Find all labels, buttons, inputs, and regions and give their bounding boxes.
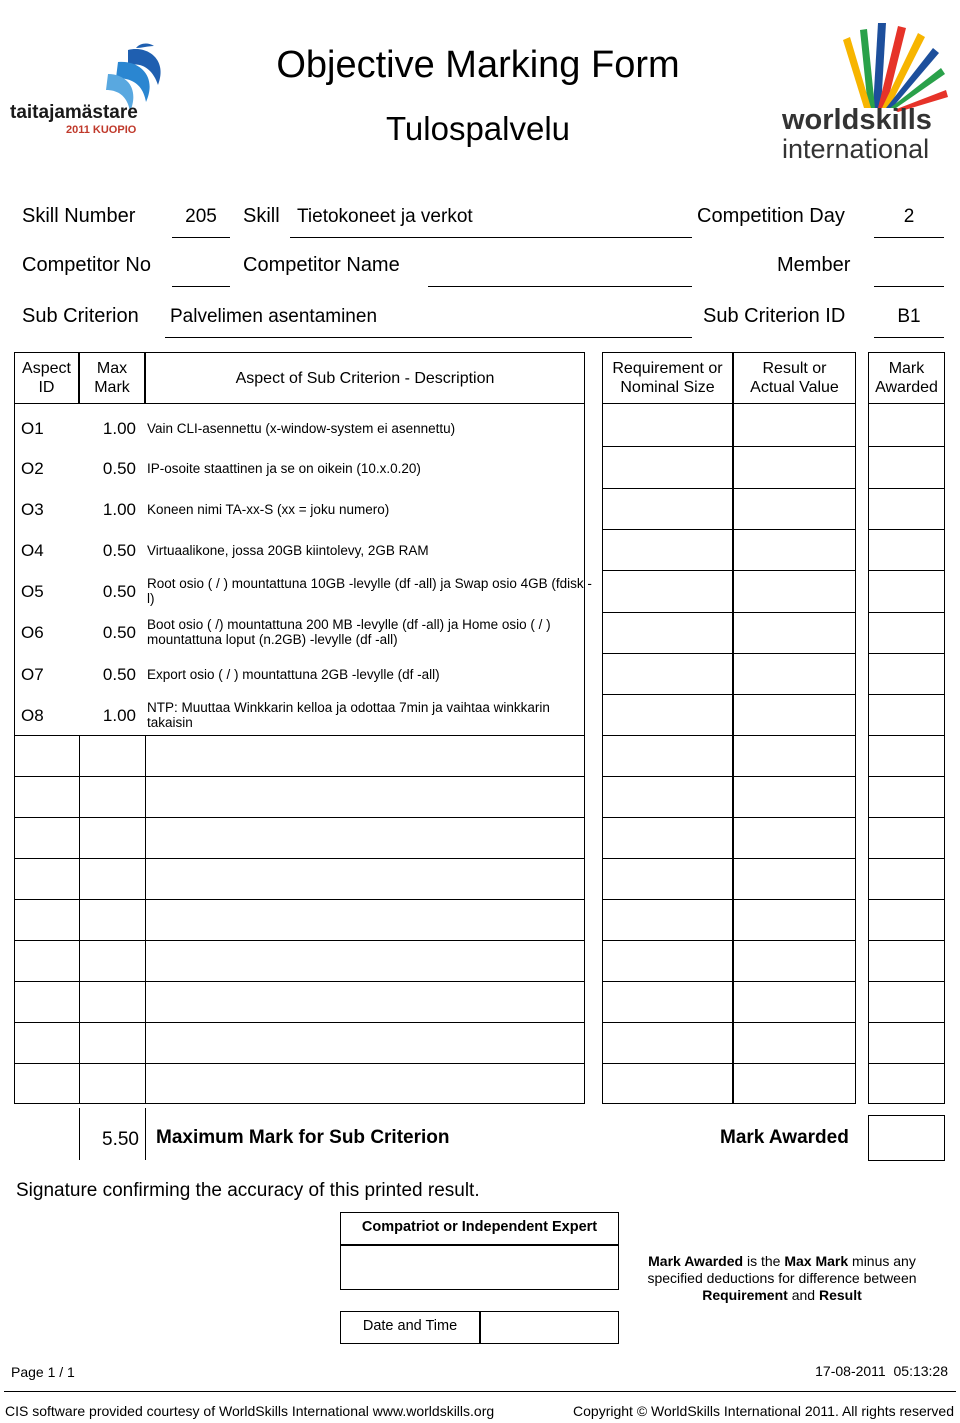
empty-col-2 (145, 735, 146, 1104)
awarded-row-line (868, 858, 945, 859)
header-max-mark-l1: Max (96, 360, 128, 377)
skill-number-line (172, 237, 230, 238)
value-row-line (602, 940, 856, 941)
row-aspect-id: O6 (21, 623, 44, 642)
row-max-mark: 1.00 (102, 500, 136, 519)
header-aspect-id-text (14, 352, 79, 404)
header-result-l2: Actual Value (750, 379, 839, 396)
header-max-mark-l2: Mark (94, 379, 130, 396)
empty-row-line (14, 899, 585, 900)
awarded-row-line (868, 1022, 945, 1023)
row-aspect-id: O1 (21, 419, 44, 438)
value-row-line (602, 858, 856, 859)
note-t2: minus any (848, 1253, 916, 1269)
awarded-row-line (868, 776, 945, 777)
row-description: Vain CLI-asennettu (x-window-system ei asennettu) (147, 421, 456, 436)
skill-label: Skill (243, 205, 280, 227)
value-row-line (602, 488, 856, 489)
row-description: Root osio ( / ) mountattuna 10GB -levylle (df -all) ja Swap osio 4GB (fdisk -l) (147, 576, 592, 606)
value-row-line (602, 1022, 856, 1023)
sub-criterion-line (165, 337, 692, 338)
empty-col-1 (79, 735, 80, 1104)
value-row-line (602, 529, 856, 530)
skill-number-label: Skill Number (22, 205, 136, 227)
competitor-no-line (172, 286, 230, 287)
row-max-mark: 0.50 (102, 541, 136, 560)
value-row-line (602, 899, 856, 900)
total-label: Maximum Mark for Sub Criterion (156, 1127, 450, 1148)
taitaja-wordmark: taitajamästare (10, 102, 138, 123)
worldskills-line1: worldskills (782, 104, 932, 136)
skill-line (290, 237, 692, 238)
competitor-no-label: Competitor No (22, 254, 151, 276)
scoring-note (636, 1253, 928, 1304)
total-awarded-box[interactable] (868, 1115, 945, 1161)
result-column[interactable] (733, 404, 856, 1104)
note-b3: Requirement (702, 1287, 788, 1303)
empty-row-line (14, 981, 585, 982)
empty-row-line (14, 735, 585, 736)
requirement-column[interactable] (602, 404, 733, 1104)
awarded-row-line (868, 817, 945, 818)
note-t1: is the (743, 1253, 785, 1269)
total-awarded-label: Mark Awarded (720, 1127, 849, 1148)
row-description: Boot osio ( /) mountattuna 200 MB -levylle (df -all) ja Home osio ( / ) mountattuna loput (n.2GB) -levylle (df -all) (147, 617, 551, 647)
total-left-tick (79, 1108, 80, 1160)
awarded-row-line (868, 446, 945, 447)
row-description: Export osio ( / ) mountattuna 2GB -levylle (df -all) (147, 667, 440, 682)
awarded-row-line (868, 570, 945, 571)
header-description-text: Aspect of Sub Criterion - Description (235, 369, 495, 387)
awarded-row-line (868, 529, 945, 530)
competition-day-label: Competition Day (697, 205, 845, 227)
row-max-mark: 1.00 (102, 419, 136, 438)
page-subtitle: Tulospalvelu (385, 110, 571, 147)
row-description: IP-osoite staattinen ja se on oikein (10.x.0.20) (147, 461, 421, 476)
note-b2: Max Mark (784, 1253, 849, 1269)
header-aspect-id-l1: Aspect (22, 360, 71, 377)
empty-row-line (14, 1022, 585, 1023)
signature-heading: Signature confirming the accuracy of this printed result. (16, 1180, 480, 1201)
value-row-line (602, 570, 856, 571)
sub-criterion-id-label: Sub Criterion ID (703, 305, 846, 327)
row-max-mark: 0.50 (102, 665, 136, 684)
sub-criterion-label: Sub Criterion (22, 305, 139, 327)
value-row-line (602, 446, 856, 447)
value-row-line (602, 735, 856, 736)
footer-rule (4, 1391, 956, 1392)
competition-day-line (874, 237, 944, 238)
row-description: Koneen nimi TA-xx-S (xx = joku numero) (147, 502, 390, 517)
awarded-column[interactable] (868, 404, 945, 1104)
header-requirement-l2: Nominal Size (620, 379, 715, 396)
value-row-line (602, 653, 856, 654)
awarded-row-line (868, 1063, 945, 1064)
sub-criterion-value: Palvelimen asentaminen (170, 306, 378, 327)
value-row-line (602, 776, 856, 777)
row-max-mark: 0.50 (102, 623, 136, 642)
date-value-box[interactable] (480, 1311, 619, 1344)
print-timestamp: 17-08-2011 05:13:28 (815, 1363, 948, 1379)
row-aspect-id: O2 (21, 459, 44, 478)
note-b1: Mark Awarded (648, 1253, 744, 1269)
header-awarded-l2: Awarded (875, 379, 938, 396)
empty-row-line (14, 858, 585, 859)
awarded-row-line (868, 899, 945, 900)
footer-courtesy: CIS software provided courtesy of WorldSkills International www.worldskills.org (5, 1403, 495, 1419)
row-aspect-id: O8 (21, 706, 44, 725)
row-aspect-id: O7 (21, 665, 44, 684)
header-requirement-text (602, 352, 733, 404)
header-max-mark-text (79, 352, 145, 404)
header-requirement-l1: Requirement or (612, 360, 723, 377)
awarded-row-line (868, 694, 945, 695)
awarded-row-line (868, 981, 945, 982)
expert-label: Compatriot or Independent Expert (361, 1219, 598, 1235)
value-row-line (602, 817, 856, 818)
empty-row-line (14, 776, 585, 777)
total-mid-tick (145, 1108, 146, 1160)
taitaja-sub: 2011 KUOPIO (66, 124, 137, 136)
worldskills-line2: international (782, 134, 930, 164)
empty-row-line (14, 1063, 585, 1064)
header-result-l1: Result or (762, 360, 827, 377)
header-result-text (733, 352, 856, 404)
row-max-mark: 1.00 (102, 706, 136, 725)
note-b4: Result (818, 1287, 862, 1303)
header-aspect-id-l2: ID (38, 379, 55, 396)
value-row-line (602, 981, 856, 982)
awarded-row-line (868, 940, 945, 941)
row-aspect-id: O3 (21, 500, 44, 519)
awarded-row-line (868, 653, 945, 654)
member-label: Member (777, 254, 851, 276)
row-aspect-id: O5 (21, 582, 44, 601)
awarded-row-line (868, 735, 945, 736)
footer-copyright: Copyright © WorldSkills International 2011. All rights reserved (573, 1403, 954, 1419)
skill-value: Tietokoneet ja verkot (297, 206, 473, 227)
note-t3: and (787, 1287, 819, 1303)
competition-day-value: 2 (903, 206, 915, 227)
value-row-line (602, 694, 856, 695)
row-aspect-id: O4 (21, 541, 44, 560)
page-number: Page 1 / 1 (11, 1364, 75, 1380)
empty-row-line (14, 940, 585, 941)
competitor-name-line (428, 286, 692, 287)
date-label: Date and Time (362, 1318, 458, 1334)
note-line2: specified deductions for difference between (647, 1270, 917, 1286)
row-max-mark: 0.50 (102, 582, 136, 601)
header-awarded-text (868, 352, 945, 404)
row-max-mark: 0.50 (102, 459, 136, 478)
sub-criterion-id-line (874, 337, 944, 338)
value-row-line (602, 1063, 856, 1064)
sub-criterion-id-value: B1 (897, 306, 921, 327)
header-awarded-l1: Mark (888, 360, 925, 377)
row-description: Virtuaalikone, jossa 20GB kiintolevy, 2GB RAM (147, 543, 429, 558)
competitor-name-label: Competitor Name (243, 254, 400, 276)
row-description: NTP: Muuttaa Winkkarin kelloa ja odottaa 7min ja vaihtaa winkkarin takaisin (147, 700, 550, 730)
empty-row-line (14, 817, 585, 818)
page-title: Objective Marking Form (276, 44, 680, 86)
expert-signature-box[interactable] (340, 1245, 619, 1290)
total-max-mark: 5.50 (102, 1129, 139, 1150)
awarded-row-line (868, 612, 945, 613)
skill-number-value: 205 (185, 206, 217, 227)
member-line (874, 286, 944, 287)
awarded-row-line (868, 488, 945, 489)
value-row-line (602, 612, 856, 613)
